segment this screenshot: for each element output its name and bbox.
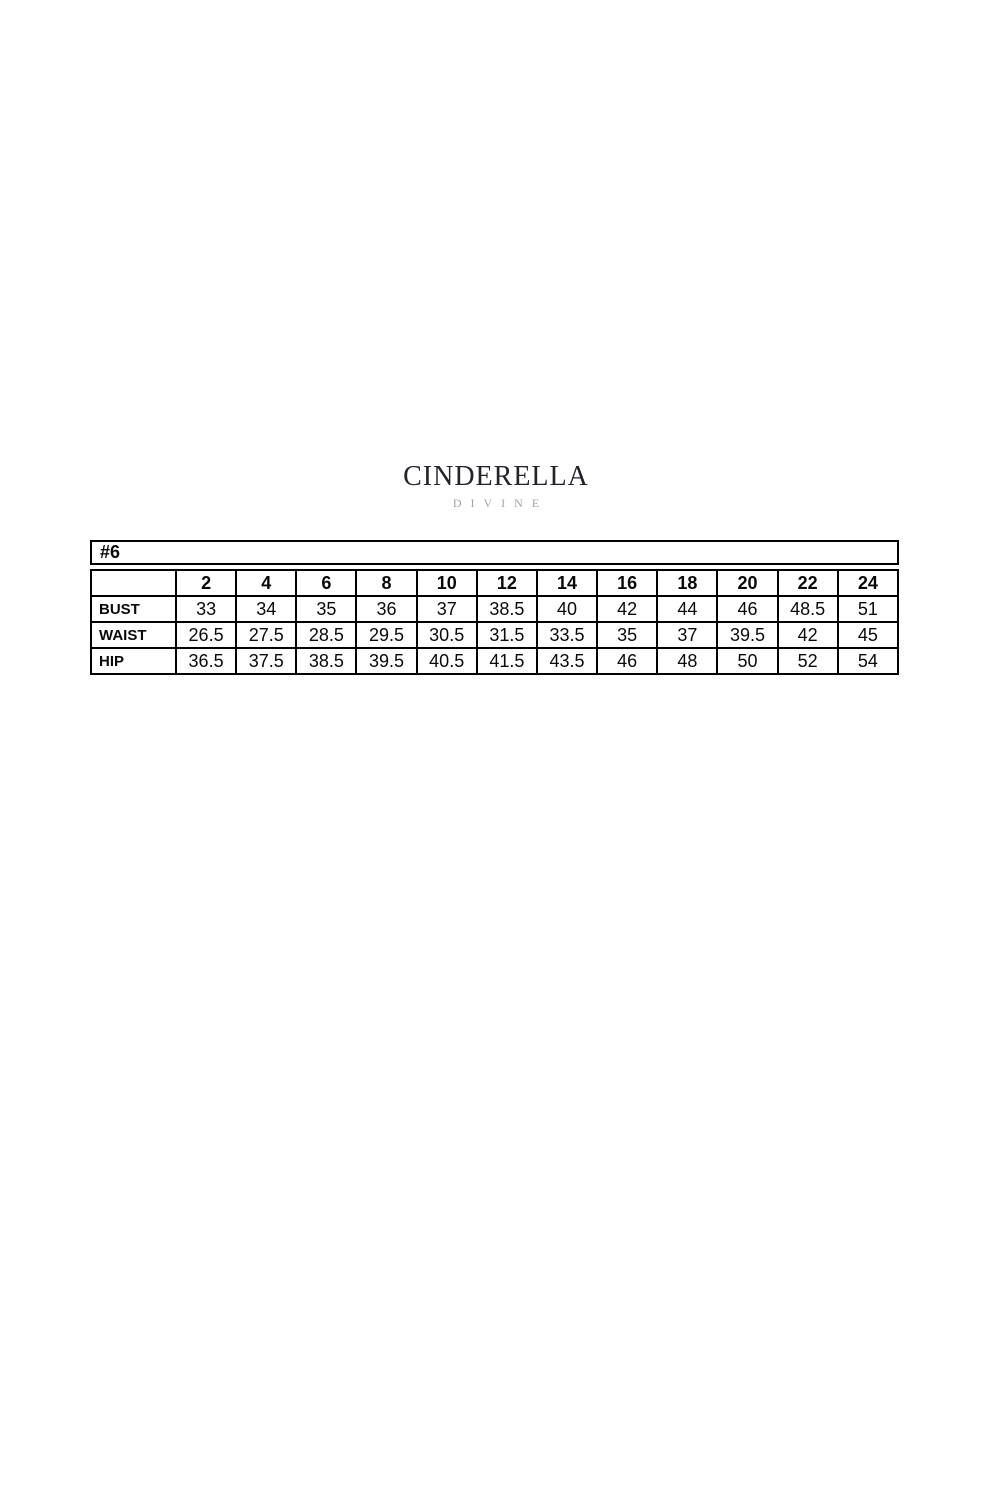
measurement-value: 48.5 — [778, 596, 838, 622]
measurement-value: 37 — [417, 596, 477, 622]
measurement-value: 54 — [838, 648, 898, 674]
measurement-row — [91, 622, 898, 648]
brand-name: CINDERELLA — [403, 461, 589, 492]
measurement-value: 40 — [537, 596, 597, 622]
size-column-header: 18 — [657, 570, 717, 596]
brand-logo — [0, 462, 992, 511]
size-column-header: 8 — [356, 570, 416, 596]
size-column-header: 22 — [778, 570, 838, 596]
measurement-value: 38.5 — [296, 648, 356, 674]
measurement-value: 42 — [597, 596, 657, 622]
size-table-body — [91, 570, 898, 674]
measurement-value: 29.5 — [356, 622, 416, 648]
measurement-value: 46 — [597, 648, 657, 674]
size-table — [90, 569, 899, 675]
measurement-value: 40.5 — [417, 648, 477, 674]
measurement-label: HIP — [91, 648, 176, 674]
size-column-header: 2 — [176, 570, 236, 596]
measurement-value: 37.5 — [236, 648, 296, 674]
measurement-value: 46 — [717, 596, 777, 622]
measurement-value: 38.5 — [477, 596, 537, 622]
size-column-header: 12 — [477, 570, 537, 596]
measurement-value: 34 — [236, 596, 296, 622]
size-column-header: 14 — [537, 570, 597, 596]
measurement-value: 36.5 — [176, 648, 236, 674]
measurement-value: 35 — [296, 596, 356, 622]
measurement-value: 44 — [657, 596, 717, 622]
size-column-header: 24 — [838, 570, 898, 596]
size-column-header: 16 — [597, 570, 657, 596]
measurement-row — [91, 648, 898, 674]
measurement-value: 48 — [657, 648, 717, 674]
size-column-header: 20 — [717, 570, 777, 596]
measurement-value: 45 — [838, 622, 898, 648]
measurement-value: 52 — [778, 648, 838, 674]
measurement-value: 37 — [657, 622, 717, 648]
brand-subname: DIVINE — [452, 495, 549, 510]
measurement-value: 43.5 — [537, 648, 597, 674]
measurement-value: 28.5 — [296, 622, 356, 648]
measurement-value: 42 — [778, 622, 838, 648]
measurement-value: 39.5 — [717, 622, 777, 648]
measurement-value: 41.5 — [477, 648, 537, 674]
measurement-value: 33 — [176, 596, 236, 622]
style-number-header: #6 — [90, 540, 899, 565]
size-header-row — [91, 570, 898, 596]
measurement-value: 36 — [356, 596, 416, 622]
size-column-header: 6 — [296, 570, 356, 596]
measurement-value: 33.5 — [537, 622, 597, 648]
measurement-value: 39.5 — [356, 648, 416, 674]
corner-cell — [91, 570, 176, 596]
measurement-value: 30.5 — [417, 622, 477, 648]
size-chart — [90, 540, 899, 675]
measurement-label: WAIST — [91, 622, 176, 648]
size-column-header: 4 — [236, 570, 296, 596]
size-column-header: 10 — [417, 570, 477, 596]
measurement-value: 51 — [838, 596, 898, 622]
measurement-row — [91, 596, 898, 622]
measurement-label: BUST — [91, 596, 176, 622]
measurement-value: 35 — [597, 622, 657, 648]
measurement-value: 26.5 — [176, 622, 236, 648]
measurement-value: 31.5 — [477, 622, 537, 648]
measurement-value: 50 — [717, 648, 777, 674]
measurement-value: 27.5 — [236, 622, 296, 648]
